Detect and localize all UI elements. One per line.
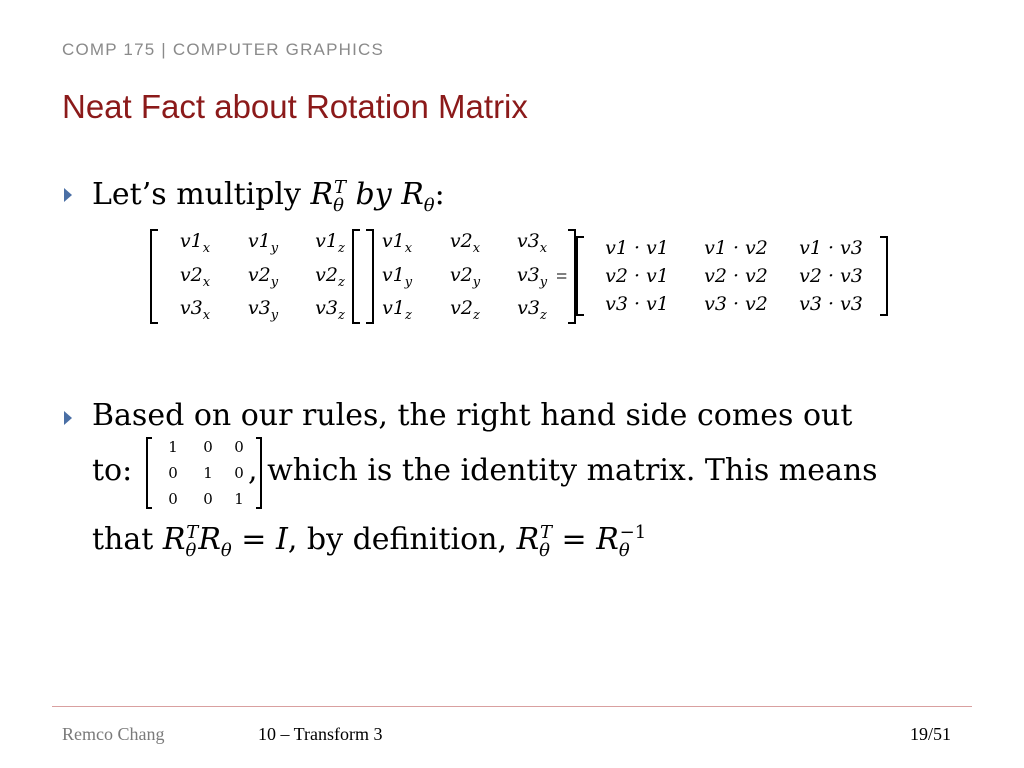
r-theta-transpose: $R_\theta^T$ (310, 177, 346, 216)
matrix-cell: $v2_z$ (450, 297, 480, 323)
matrix-cell: 0 (234, 464, 244, 482)
matrix-cell: $v3_x$ (179, 297, 211, 323)
matrix-cell: $v1_x$ (381, 230, 413, 256)
matrix-cell: v2 · v3 (799, 265, 863, 287)
r-theta: $R_\theta$ (401, 177, 435, 216)
footer-divider (52, 706, 972, 707)
matrix-cell: $v3_z$ (315, 297, 345, 323)
bullet-1-lead: Let’s multiply (92, 177, 311, 212)
right-bracket (568, 229, 576, 324)
left-bracket (352, 229, 360, 324)
r-theta-transpose: $R_\theta^T$ (162, 522, 199, 561)
matrix-cell: v3 · v1 (605, 293, 669, 315)
by-word: by (345, 177, 402, 212)
matrix-cell: 0 (168, 490, 178, 508)
matrix-cell: $v2_y$ (247, 263, 279, 290)
r-theta-inverse: $R_\theta^{-1}$ (596, 522, 647, 561)
matrix-r-grid (360, 229, 568, 324)
matrix-cell: $v2_z$ (315, 263, 345, 290)
matrix-cell: $v2_x$ (179, 263, 211, 290)
matrix-cell: 0 (203, 438, 213, 456)
matrix-cell: 0 (203, 490, 213, 508)
footer-lecture: 10 – Transform 3 (258, 724, 383, 744)
course-header: COMP 175 | COMPUTER GRAPHICS (62, 40, 385, 59)
matrix-cell: 0 (168, 464, 178, 482)
that-word: that (92, 522, 163, 557)
matrix-cell: $v3_y$ (516, 263, 548, 290)
bullet-1-text (92, 179, 445, 215)
matrix-cell: $v3_z$ (517, 297, 547, 323)
matrix-cell: 1 (234, 490, 244, 508)
footer-author: Remco Chang (62, 724, 165, 744)
matrix-result-grid (584, 236, 880, 316)
bullet-arrow-icon (64, 188, 72, 202)
equals-sign: = (556, 266, 568, 288)
matrix-rt-grid (158, 229, 366, 324)
bullet-2-line-3 (92, 524, 646, 560)
matrix-cell: v1 · v1 (605, 237, 669, 259)
matrix-cell: v3 · v2 (704, 293, 768, 315)
matrix-rt (150, 229, 374, 324)
matrix-cell: 1 (203, 464, 213, 482)
matrix-cell: v2 · v1 (605, 265, 669, 287)
matrix-cell: $v1_y$ (247, 230, 279, 256)
r-theta: $R_\theta$ (198, 522, 232, 561)
bullet-2-line-1: Based on our rules, the right hand side comes out (92, 398, 853, 433)
right-bracket (880, 236, 888, 316)
matrix-cell: 1 (168, 438, 178, 456)
slide-title: Neat Fact about Rotation Matrix (62, 88, 528, 125)
matrix-cell: 0 (234, 438, 244, 456)
left-bracket (576, 236, 584, 316)
matrix-cell: v2 · v2 (704, 265, 768, 287)
matrix-cell: $v3_x$ (516, 230, 548, 256)
matrix-r (352, 229, 576, 324)
matrix-cell: $v1_z$ (382, 297, 412, 323)
equals-sign: = (552, 522, 597, 557)
identity-matrix-grid (152, 437, 256, 509)
identity-matrix (146, 437, 262, 509)
equals-identity: = I (231, 522, 288, 557)
colon: : (434, 177, 445, 212)
bullet-arrow-icon (64, 411, 72, 425)
matrix-cell: v1 · v3 (799, 237, 863, 259)
matrix-cell: v1 · v2 (704, 237, 768, 259)
matrix-cell: $v3_y$ (247, 297, 279, 323)
matrix-cell: $v1_x$ (179, 230, 211, 256)
footer-page-number: 19/51 (910, 724, 952, 744)
bullet-2-line-2-rest: , which is the identity matrix. This means (248, 453, 878, 488)
r-theta-transpose: $R_\theta^T$ (516, 522, 553, 561)
left-bracket (150, 229, 158, 324)
matrix-result (576, 236, 888, 316)
matrix-cell: $v1_y$ (381, 263, 413, 290)
matrix-cell: v3 · v3 (799, 293, 863, 315)
matrix-cell: $v2_x$ (449, 230, 481, 256)
bullet-2-line-2-lead: to: (92, 453, 133, 488)
matrix-cell: $v1_z$ (315, 230, 345, 256)
matrix-cell: $v2_y$ (449, 263, 481, 290)
by-definition-text: , by definition, (287, 522, 517, 557)
